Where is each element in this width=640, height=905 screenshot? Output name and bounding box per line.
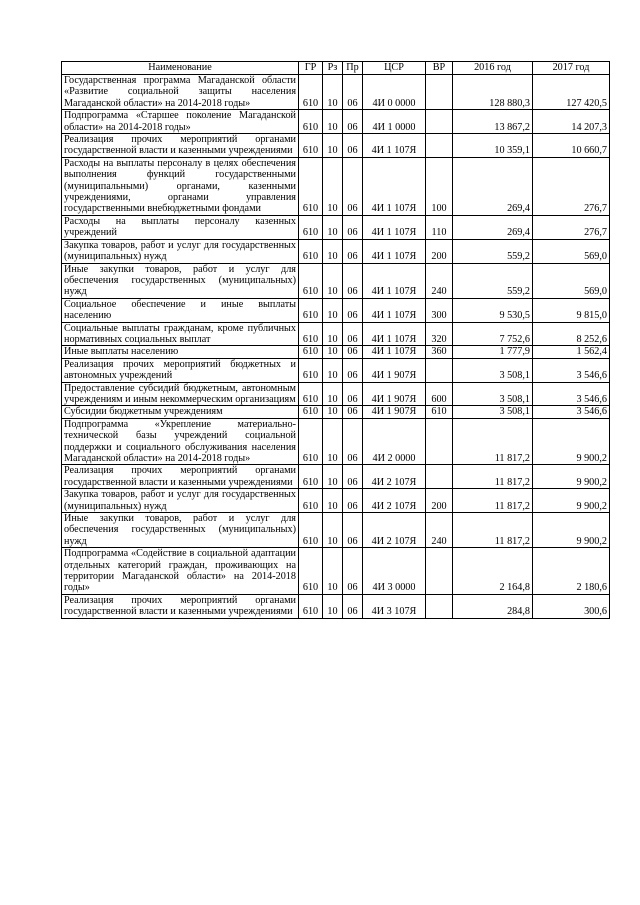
- row-gr: 610: [299, 215, 323, 239]
- row-name: Подпрограмма «Старшее поколение Магаданской области» на 2014-2018 годы»: [62, 110, 299, 134]
- budget-table: [61, 61, 610, 619]
- row-rz: 10: [323, 406, 343, 418]
- table-row: [62, 134, 610, 158]
- table-row: [62, 406, 610, 418]
- row-value-2016: 11 817,2: [453, 418, 533, 465]
- row-value-2017: 276,7: [533, 157, 610, 215]
- row-vr: [426, 594, 453, 618]
- row-vr: 240: [426, 513, 453, 548]
- row-value-2016: 7 752,6: [453, 322, 533, 346]
- row-vr: 100: [426, 157, 453, 215]
- row-value-2016: 11 817,2: [453, 489, 533, 513]
- row-vr: 320: [426, 322, 453, 346]
- row-pr: 06: [343, 110, 363, 134]
- table-row: [62, 548, 610, 595]
- row-vr: 610: [426, 406, 453, 418]
- table-header-row: [62, 62, 610, 75]
- row-gr: 610: [299, 346, 323, 358]
- col-pr-header: Пр: [343, 62, 363, 75]
- row-csr: 4И 2 107Я: [363, 513, 426, 548]
- row-rz: 10: [323, 358, 343, 382]
- row-value-2017: 9 900,2: [533, 465, 610, 489]
- row-value-2017: 127 420,5: [533, 75, 610, 110]
- row-csr: 4И 1 107Я: [363, 215, 426, 239]
- row-csr: 4И 2 107Я: [363, 489, 426, 513]
- row-name: Социальное обеспечение и иные выплаты населению: [62, 298, 299, 322]
- row-gr: 610: [299, 298, 323, 322]
- row-value-2017: 8 252,6: [533, 322, 610, 346]
- row-vr: [426, 465, 453, 489]
- row-value-2016: 1 777,9: [453, 346, 533, 358]
- row-vr: [426, 134, 453, 158]
- row-gr: 610: [299, 382, 323, 406]
- row-name: Подпрограмма «Укрепление материально-технической базы учреждений социальной поддержки и социального обслуживания населения Магаданской области» на 2014-2018 годы»: [62, 418, 299, 465]
- row-value-2016: 128 880,3: [453, 75, 533, 110]
- row-pr: 06: [343, 418, 363, 465]
- row-value-2017: 9 815,0: [533, 298, 610, 322]
- col-2017-header: 2017 год: [533, 62, 610, 75]
- table-row: [62, 418, 610, 465]
- row-gr: 610: [299, 406, 323, 418]
- table-row: [62, 75, 610, 110]
- col-csr-header: ЦСР: [363, 62, 426, 75]
- row-csr: 4И 2 0000: [363, 418, 426, 465]
- row-name: Подпрограмма «Содействие в социальной адаптации отдельных категорий граждан, проживающих на территории Магаданской области» на 2014-2018 годы»: [62, 548, 299, 595]
- row-gr: 610: [299, 513, 323, 548]
- table-row: [62, 489, 610, 513]
- row-vr: [426, 110, 453, 134]
- row-csr: 4И 1 907Я: [363, 358, 426, 382]
- row-vr: 300: [426, 298, 453, 322]
- row-value-2017: 9 900,2: [533, 489, 610, 513]
- row-pr: 06: [343, 298, 363, 322]
- row-csr: 4И 1 107Я: [363, 298, 426, 322]
- row-pr: 06: [343, 465, 363, 489]
- row-rz: 10: [323, 346, 343, 358]
- row-pr: 06: [343, 157, 363, 215]
- row-value-2016: 11 817,2: [453, 513, 533, 548]
- row-value-2016: 559,2: [453, 263, 533, 298]
- row-vr: [426, 75, 453, 110]
- row-gr: 610: [299, 465, 323, 489]
- row-rz: 10: [323, 75, 343, 110]
- row-rz: 10: [323, 215, 343, 239]
- table-row: [62, 215, 610, 239]
- col-name-header: Наименование: [62, 62, 299, 75]
- table-row: [62, 157, 610, 215]
- row-name: Реализация прочих мероприятий органами государственной власти и казенными учреждениями: [62, 594, 299, 618]
- row-gr: 610: [299, 134, 323, 158]
- row-rz: 10: [323, 418, 343, 465]
- row-pr: 06: [343, 594, 363, 618]
- row-csr: 4И 1 907Я: [363, 406, 426, 418]
- col-2016-header: 2016 год: [453, 62, 533, 75]
- row-pr: 06: [343, 406, 363, 418]
- row-value-2017: 3 546,6: [533, 382, 610, 406]
- row-gr: 610: [299, 489, 323, 513]
- table-row: [62, 513, 610, 548]
- row-pr: 06: [343, 215, 363, 239]
- row-pr: 06: [343, 75, 363, 110]
- row-name: Расходы на выплаты персоналу в целях обеспечения выполнения функций государственными (муниципальными) органами, казенными учреждениями, органами управления государственными внебюджетными фондами: [62, 157, 299, 215]
- row-name: Государственная программа Магаданской области «Развитие социальной защиты населения Магаданской области» на 2014-2018 годы»: [62, 75, 299, 110]
- row-pr: 06: [343, 239, 363, 263]
- row-csr: 4И 1 107Я: [363, 346, 426, 358]
- row-gr: 610: [299, 322, 323, 346]
- row-pr: 06: [343, 513, 363, 548]
- row-name: Реализация прочих мероприятий бюджетных и автономных учреждений: [62, 358, 299, 382]
- row-name: Реализация прочих мероприятий органами государственной власти и казенными учреждениями: [62, 465, 299, 489]
- row-csr: 4И 1 107Я: [363, 134, 426, 158]
- table-row: [62, 465, 610, 489]
- row-csr: 4И 0 0000: [363, 75, 426, 110]
- row-csr: 4И 1 107Я: [363, 239, 426, 263]
- row-name: Социальные выплаты гражданам, кроме публичных нормативных социальных выплат: [62, 322, 299, 346]
- row-vr: [426, 548, 453, 595]
- row-value-2017: 9 900,2: [533, 418, 610, 465]
- col-rz-header: Рз: [323, 62, 343, 75]
- row-vr: [426, 358, 453, 382]
- row-pr: 06: [343, 322, 363, 346]
- table-row: [62, 239, 610, 263]
- row-value-2016: 269,4: [453, 157, 533, 215]
- row-rz: 10: [323, 548, 343, 595]
- row-vr: [426, 418, 453, 465]
- row-rz: 10: [323, 263, 343, 298]
- row-pr: 06: [343, 548, 363, 595]
- row-gr: 610: [299, 594, 323, 618]
- table-row: [62, 346, 610, 358]
- row-value-2016: 3 508,1: [453, 382, 533, 406]
- row-gr: 610: [299, 75, 323, 110]
- row-pr: 06: [343, 134, 363, 158]
- row-rz: 10: [323, 382, 343, 406]
- row-gr: 610: [299, 548, 323, 595]
- row-value-2016: 3 508,1: [453, 406, 533, 418]
- row-value-2016: 559,2: [453, 239, 533, 263]
- row-csr: 4И 1 0000: [363, 110, 426, 134]
- row-rz: 10: [323, 298, 343, 322]
- col-vr-header: ВР: [426, 62, 453, 75]
- row-rz: 10: [323, 110, 343, 134]
- row-csr: 4И 3 0000: [363, 548, 426, 595]
- row-vr: 600: [426, 382, 453, 406]
- row-gr: 610: [299, 110, 323, 134]
- row-csr: 4И 3 107Я: [363, 594, 426, 618]
- row-name: Иные закупки товаров, работ и услуг для обеспечения государственных (муниципальных) нужд: [62, 513, 299, 548]
- row-vr: 240: [426, 263, 453, 298]
- row-rz: 10: [323, 239, 343, 263]
- row-name: Расходы на выплаты персоналу казенных учреждений: [62, 215, 299, 239]
- row-pr: 06: [343, 489, 363, 513]
- row-rz: 10: [323, 489, 343, 513]
- row-csr: 4И 1 107Я: [363, 322, 426, 346]
- row-name: Субсидии бюджетным учреждениям: [62, 406, 299, 418]
- row-gr: 610: [299, 418, 323, 465]
- row-gr: 610: [299, 239, 323, 263]
- row-value-2016: 284,8: [453, 594, 533, 618]
- row-vr: 200: [426, 489, 453, 513]
- row-vr: 360: [426, 346, 453, 358]
- row-value-2017: 569,0: [533, 263, 610, 298]
- row-value-2016: 9 530,5: [453, 298, 533, 322]
- row-value-2016: 13 867,2: [453, 110, 533, 134]
- row-value-2017: 1 562,4: [533, 346, 610, 358]
- row-rz: 10: [323, 465, 343, 489]
- row-value-2017: 10 660,7: [533, 134, 610, 158]
- row-name: Иные закупки товаров, работ и услуг для обеспечения государственных (муниципальных) нужд: [62, 263, 299, 298]
- row-value-2017: 9 900,2: [533, 513, 610, 548]
- row-gr: 610: [299, 263, 323, 298]
- row-rz: 10: [323, 594, 343, 618]
- row-value-2017: 300,6: [533, 594, 610, 618]
- row-pr: 06: [343, 263, 363, 298]
- table-row: [62, 322, 610, 346]
- row-rz: 10: [323, 322, 343, 346]
- row-rz: 10: [323, 157, 343, 215]
- row-name: Иные выплаты населению: [62, 346, 299, 358]
- row-value-2016: 269,4: [453, 215, 533, 239]
- row-pr: 06: [343, 346, 363, 358]
- col-gr-header: ГР: [299, 62, 323, 75]
- row-value-2016: 11 817,2: [453, 465, 533, 489]
- row-rz: 10: [323, 513, 343, 548]
- row-csr: 4И 1 907Я: [363, 382, 426, 406]
- row-value-2016: 10 359,1: [453, 134, 533, 158]
- table-body: [62, 75, 610, 619]
- row-name: Закупка товаров, работ и услуг для государственных (муниципальных) нужд: [62, 489, 299, 513]
- row-csr: 4И 2 107Я: [363, 465, 426, 489]
- row-value-2017: 569,0: [533, 239, 610, 263]
- row-value-2017: 276,7: [533, 215, 610, 239]
- row-value-2017: 2 180,6: [533, 548, 610, 595]
- row-vr: 200: [426, 239, 453, 263]
- table-row: [62, 594, 610, 618]
- row-csr: 4И 1 107Я: [363, 157, 426, 215]
- table-row: [62, 110, 610, 134]
- table-row: [62, 263, 610, 298]
- row-gr: 610: [299, 358, 323, 382]
- row-value-2016: 3 508,1: [453, 358, 533, 382]
- row-value-2017: 3 546,6: [533, 358, 610, 382]
- row-name: Реализация прочих мероприятий органами государственной власти и казенными учреждениями: [62, 134, 299, 158]
- row-gr: 610: [299, 157, 323, 215]
- table-row: [62, 298, 610, 322]
- row-pr: 06: [343, 358, 363, 382]
- table-row: [62, 382, 610, 406]
- row-value-2016: 2 164,8: [453, 548, 533, 595]
- row-name: Предоставление субсидий бюджетным, автономным учреждениям и иным некоммерческим организациям: [62, 382, 299, 406]
- row-csr: 4И 1 107Я: [363, 263, 426, 298]
- row-vr: 110: [426, 215, 453, 239]
- row-value-2017: 3 546,6: [533, 406, 610, 418]
- row-pr: 06: [343, 382, 363, 406]
- table-row: [62, 358, 610, 382]
- row-name: Закупка товаров, работ и услуг для государственных (муниципальных) нужд: [62, 239, 299, 263]
- row-value-2017: 14 207,3: [533, 110, 610, 134]
- row-rz: 10: [323, 134, 343, 158]
